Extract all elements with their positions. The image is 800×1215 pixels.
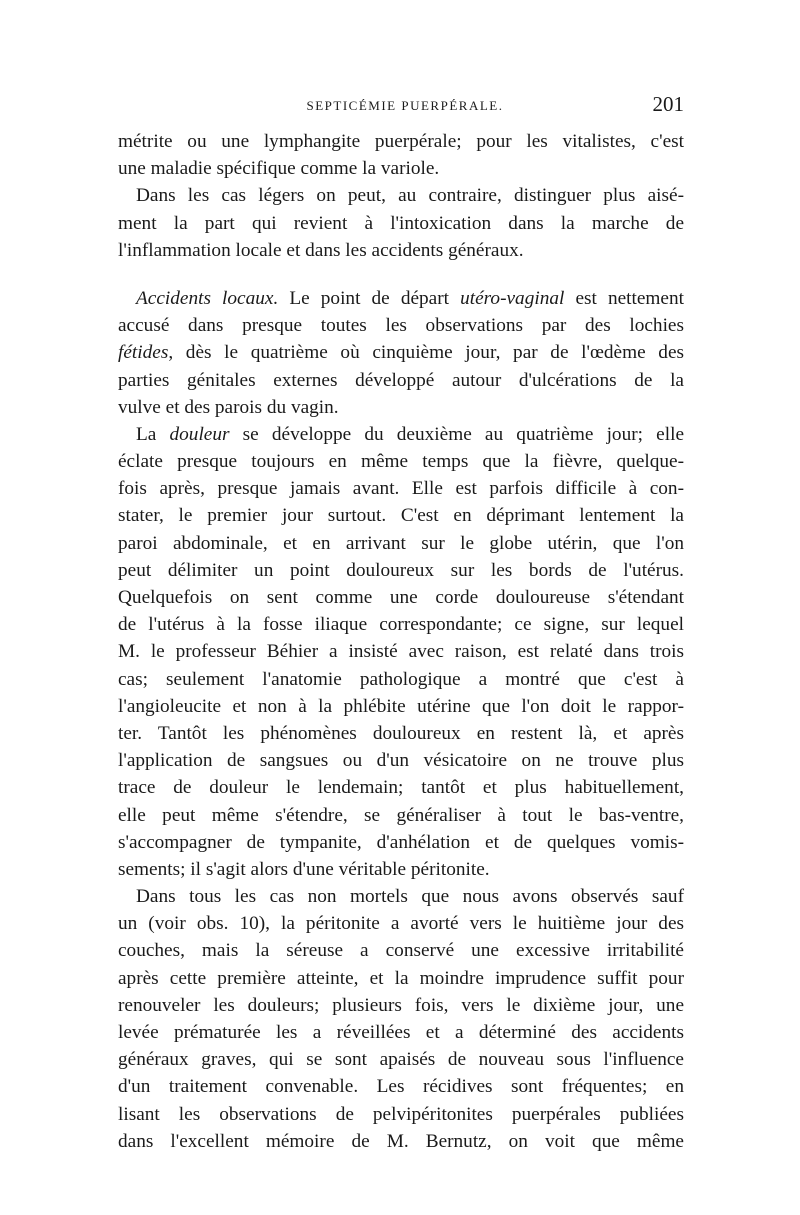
text-line: trace de douleur le lendemain; tantôt et plus habituellement, <box>118 777 684 799</box>
text-line: parties génitales externes développé autour d'ulcérations de la <box>118 369 684 391</box>
paragraph-1 <box>118 128 684 182</box>
text-line: M. le professeur Béhier a insisté avec raison, est relaté dans trois <box>118 641 684 663</box>
paragraph-gap <box>118 264 684 285</box>
text-line: métrite ou une lymphangite puerpérale; pour les vitalistes, c'est <box>118 131 684 152</box>
text-line: couches, mais la séreuse a conservé une excessive irritabilité <box>118 940 684 962</box>
text-line: Dans tous les cas non mortels que nous avons observés sauf <box>136 886 684 908</box>
paragraph-2 <box>118 182 684 264</box>
text-line: Quelquefois on sent comme une corde douloureuse s'étendant <box>118 587 684 608</box>
text-line: une maladie spécifique comme la variole. <box>118 158 440 180</box>
text-span: La <box>136 423 170 445</box>
text-line: un (voir obs. 10), la péritonite a avorté vers le huitième jour des <box>118 913 684 935</box>
page-number: 201 <box>652 92 684 116</box>
text-line: renouveler les douleurs; plusieurs fois, vers le dixième jour, une <box>118 994 684 1016</box>
text-line: ter. Tantôt les phénomènes douloureux en restent là, et après <box>118 722 684 744</box>
text-span: Le point de départ <box>278 287 461 309</box>
text-line <box>118 339 684 366</box>
running-title: SEPTICÉMIE PUERPÉRALE. <box>306 98 504 113</box>
text-line: elle peut même s'étendre, se généraliser à tout le bas-ventre, <box>118 804 684 826</box>
text-line <box>118 421 684 448</box>
text-line: lisant les observations de pelvipéritonites puerpérales publiées <box>118 1103 684 1125</box>
emphasis-douleur: douleur <box>169 423 230 445</box>
page-header <box>118 92 684 122</box>
text-line: éclate presque toujours en même temps que la fièvre, quelque- <box>118 451 684 473</box>
text-line: l'application de sangsues ou d'un vésicatoire on ne trouve plus <box>118 750 684 772</box>
text-line: dans l'excellent mémoire de M. Bernutz, on voit que même <box>118 1130 684 1152</box>
text-line: généraux graves, qui se sont apaisés de nouveau sous l'influence <box>118 1049 684 1071</box>
paragraph-accidents-locaux <box>118 285 684 421</box>
emphasis-utero-vaginal: utéro-vaginal <box>460 287 565 309</box>
text-line <box>118 285 684 312</box>
text-span: est nettement <box>564 287 684 309</box>
text-line: fois après, presque jamais avant. Elle est parfois difficile à con- <box>118 478 684 500</box>
emphasis-fetides: fétides <box>118 342 169 364</box>
text-line: paroi abdominale, et en arrivant sur le globe utérin, que l'on <box>118 532 684 554</box>
text-line: après cette première atteinte, et la moindre imprudence suffit pour <box>118 967 684 989</box>
body-text <box>118 128 684 1155</box>
text-line: accusé dans presque toutes les observations par des lochies <box>118 315 684 337</box>
text-line: l'angioleucite et non à la phlébite utérine que l'on doit le rappor- <box>118 695 684 717</box>
text-line: ment la part qui revient à l'intoxication dans la marche de <box>118 212 684 234</box>
text-line: cas; seulement l'anatomie pathologique a montré que c'est à <box>118 668 684 690</box>
text-line: Dans les cas légers on peut, au contraire, distinguer plus aisé- <box>136 185 684 207</box>
text-line: peut délimiter un point douloureux sur les bords de l'utérus. <box>118 559 684 581</box>
text-line: levée prématurée les a réveillées et a déterminé des accidents <box>118 1022 684 1043</box>
text-span: , dès le quatrième où cinquième jour, par de l'œdème des <box>168 342 684 364</box>
text-line: vulve et des parois du vagin. <box>118 396 339 418</box>
paragraph-douleur <box>118 421 684 883</box>
text-line: de l'utérus à la fosse iliaque correspondante; ce signe, sur lequel <box>118 614 684 636</box>
text-line: d'un traitement convenable. Les récidives sont fréquentes; en <box>118 1076 684 1098</box>
text-line: s'accompagner de tympanite, d'anhélation et de quelques vomis- <box>118 831 684 853</box>
section-heading-accidents-locaux: Accidents locaux. <box>136 287 279 309</box>
paragraph-peritonite <box>118 883 684 1155</box>
text-line: sements; il s'agit alors d'une véritable péritonite. <box>118 858 490 880</box>
text-line: l'inflammation locale et dans les accidents généraux. <box>118 239 524 261</box>
text-line: stater, le premier jour surtout. C'est en déprimant lentement la <box>118 505 684 527</box>
text-span: se développe du deuxième au quatrième jour; elle <box>229 423 684 445</box>
